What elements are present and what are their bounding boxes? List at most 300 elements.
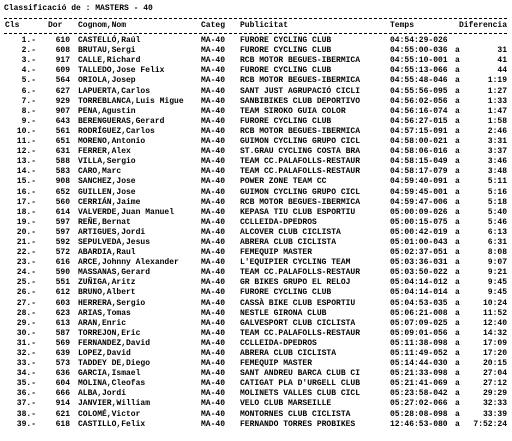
- difference-cell: 5:46: [487, 217, 507, 227]
- table-row: [4, 228, 512, 238]
- time-cell: 04:58:06-016: [390, 147, 448, 157]
- time-cell: 04:55:00-036: [390, 46, 448, 56]
- time-cell: 04:55:13-066: [390, 66, 448, 76]
- difference-cell: 1:47: [487, 106, 507, 116]
- gap-marker-cell: a: [455, 419, 460, 429]
- gap-marker-cell: a: [455, 217, 460, 227]
- gap-marker-cell: a: [455, 328, 460, 338]
- gap-marker-cell: a: [455, 248, 460, 258]
- rank-cell: 27.-: [16, 298, 36, 308]
- category-cell: MA-40: [201, 197, 226, 207]
- gap-marker-cell: a: [455, 76, 460, 86]
- rider-name-cell: ORIOLA,Josep: [78, 76, 136, 86]
- time-cell: 05:03:50-022: [390, 268, 448, 278]
- rider-name-cell: ARIAS,Tomas: [78, 308, 131, 318]
- rider-name-cell: BRUNO,Albert: [78, 288, 136, 298]
- rider-name-cell: GARCIA,Ismael: [78, 369, 141, 379]
- table-row: [4, 258, 512, 268]
- difference-cell: 29:29: [482, 389, 507, 399]
- gap-marker-cell: a: [455, 268, 460, 278]
- time-cell: 05:21:33-098: [390, 369, 448, 379]
- bib-cell: 609: [55, 66, 70, 76]
- column-header-row: [4, 21, 512, 31]
- team-cell: FURORE CYCLING CLUB: [240, 36, 332, 46]
- table-row: [4, 218, 512, 228]
- rank-cell: 7.-: [21, 96, 36, 106]
- time-cell: 04:59:47-006: [390, 197, 448, 207]
- time-cell: 04:55:56-095: [390, 86, 448, 96]
- rank-cell: 6.-: [21, 86, 36, 96]
- time-cell: 05:27:02-066: [390, 399, 448, 409]
- bib-cell: 569: [55, 338, 70, 348]
- rider-name-cell: ZUÑIGA,Aritz: [78, 278, 136, 288]
- category-cell: MA-40: [201, 419, 226, 429]
- rank-cell: 15.-: [16, 177, 36, 187]
- gap-marker-cell: a: [455, 298, 460, 308]
- time-cell: 05:11:49-052: [390, 349, 448, 358]
- rider-name-cell: ABARDIA,Raul: [78, 248, 136, 258]
- category-cell: MA-40: [201, 116, 226, 126]
- rider-name-cell: BRUTAU,Sergi: [78, 46, 136, 56]
- time-cell: 04:57:15-091: [390, 126, 448, 136]
- team-cell: FEMEQUIP MASTER: [240, 359, 313, 369]
- table-row: [4, 107, 512, 117]
- table-row: [4, 410, 512, 420]
- rider-name-cell: ARCE,Johnny Alexander: [78, 258, 179, 268]
- category-cell: MA-40: [201, 207, 226, 217]
- table-row: [4, 248, 512, 258]
- rank-cell: 30.-: [16, 328, 36, 338]
- rider-name-cell: TADDEY DE,Diego: [78, 359, 151, 369]
- category-cell: MA-40: [201, 217, 226, 227]
- table-row: [4, 278, 512, 288]
- rider-name-cell: LAPUERTA,Carlos: [78, 86, 151, 96]
- time-cell: 05:21:41-069: [390, 379, 448, 389]
- time-cell: 05:09:01-056: [390, 328, 448, 338]
- category-cell: MA-40: [201, 258, 226, 268]
- category-cell: MA-40: [201, 308, 226, 318]
- gap-marker-cell: a: [455, 167, 460, 177]
- rank-cell: 26.-: [16, 288, 36, 298]
- gap-marker-cell: a: [455, 308, 460, 318]
- team-cell: TEAM CC.PALAFOLLS-RESTAUR: [240, 167, 361, 177]
- category-cell: MA-40: [201, 359, 226, 369]
- difference-cell: 14:32: [482, 328, 507, 338]
- bib-cell: 651: [55, 137, 70, 147]
- team-cell: CCLLEIDA-DPEDROS: [240, 338, 317, 348]
- rank-cell: 36.-: [16, 389, 36, 399]
- rank-cell: 18.-: [16, 207, 36, 217]
- rider-name-cell: MORENO,Antonio: [78, 137, 146, 147]
- bib-cell: 583: [55, 167, 70, 177]
- bib-cell: 564: [55, 76, 70, 86]
- header-publicity: Publicitat: [240, 21, 289, 30]
- time-cell: 05:00:15-075: [390, 217, 448, 227]
- gap-marker-cell: a: [455, 409, 460, 419]
- table-row: [4, 299, 512, 309]
- table-row: [4, 319, 512, 329]
- bib-cell: 627: [55, 86, 70, 96]
- time-cell: 05:01:00-043: [390, 237, 448, 247]
- table-row: [4, 177, 512, 187]
- rank-cell: 3.-: [21, 56, 36, 66]
- rank-cell: 9.-: [21, 116, 36, 126]
- time-cell: 04:59:40-091: [390, 177, 448, 187]
- header-dor: Dor: [48, 21, 63, 30]
- rank-cell: 16.-: [16, 187, 36, 197]
- table-row: [4, 157, 512, 167]
- category-cell: MA-40: [201, 157, 226, 167]
- category-cell: MA-40: [201, 338, 226, 348]
- rider-name-cell: TORREJON,Eric: [78, 328, 141, 338]
- gap-marker-cell: a: [455, 86, 460, 96]
- table-row: [4, 137, 512, 147]
- header-name: Cognom,Nom: [78, 21, 127, 30]
- category-cell: MA-40: [201, 369, 226, 379]
- rank-cell: 12.-: [16, 147, 36, 157]
- difference-cell: 9:21: [487, 268, 507, 278]
- rider-name-cell: LOPEZ,David: [78, 349, 131, 358]
- table-row: [4, 127, 512, 137]
- rank-cell: 5.-: [21, 76, 36, 86]
- difference-cell: 9:07: [487, 258, 507, 268]
- difference-cell: 1:27: [487, 86, 507, 96]
- gap-marker-cell: a: [455, 379, 460, 389]
- table-row: [4, 309, 512, 319]
- category-cell: MA-40: [201, 298, 226, 308]
- table-row: [4, 349, 512, 359]
- table-row: [4, 97, 512, 107]
- difference-cell: 2:46: [487, 126, 507, 136]
- gap-marker-cell: a: [455, 137, 460, 147]
- table-row: [4, 420, 512, 430]
- team-cell: ALCOVER CLUB CICLISTA: [240, 227, 341, 237]
- table-row: [4, 329, 512, 339]
- category-cell: MA-40: [201, 76, 226, 86]
- team-cell: RCB MOTOR BEGUES-IBERMICA: [240, 56, 361, 66]
- gap-marker-cell: a: [455, 147, 460, 157]
- difference-cell: 10:24: [482, 298, 507, 308]
- category-cell: MA-40: [201, 147, 226, 157]
- team-cell: L'EQUIPIER CYCLING TEAM: [240, 258, 351, 268]
- table-row: [4, 369, 512, 379]
- rider-name-cell: JANVIER,William: [78, 399, 151, 409]
- gap-marker-cell: a: [455, 278, 460, 288]
- team-cell: KEPASA TIU CLUB ESPORTIU: [240, 207, 356, 217]
- bib-cell: 621: [55, 409, 70, 419]
- category-cell: MA-40: [201, 288, 226, 298]
- bib-cell: 623: [55, 308, 70, 318]
- bib-cell: 639: [55, 349, 70, 358]
- difference-cell: 5:11: [487, 177, 507, 187]
- team-cell: POWER ZONE TEAM CC: [240, 177, 327, 187]
- team-cell: FURORE CYCLING CLUB: [240, 116, 332, 126]
- header-time: Temps: [390, 21, 415, 30]
- table-row: [4, 208, 512, 218]
- team-cell: GUIMON CYCLING GRUPO CICL: [240, 187, 361, 197]
- team-cell: TEAM CC.PALAFOLLS-RESTAUR: [240, 328, 361, 338]
- bib-cell: 917: [55, 56, 70, 66]
- rank-cell: 34.-: [16, 369, 36, 379]
- bib-cell: 929: [55, 96, 70, 106]
- bib-cell: 652: [55, 187, 70, 197]
- gap-marker-cell: a: [455, 126, 460, 136]
- category-cell: MA-40: [201, 106, 226, 116]
- category-cell: MA-40: [201, 137, 226, 147]
- bib-cell: 914: [55, 399, 70, 409]
- category-cell: MA-40: [201, 96, 226, 106]
- difference-cell: 5:40: [487, 207, 507, 217]
- table-row: [4, 147, 512, 157]
- team-cell: FURORE CYCLING CLUB: [240, 46, 332, 56]
- team-cell: MOLINETS VALLES CLUB CICL: [240, 389, 361, 399]
- difference-cell: 27:04: [482, 369, 507, 379]
- category-cell: MA-40: [201, 237, 226, 247]
- gap-marker-cell: a: [455, 389, 460, 399]
- rank-cell: 38.-: [16, 409, 36, 419]
- rider-name-cell: CALLE,Richard: [78, 56, 141, 66]
- top-separator: [4, 18, 507, 19]
- bib-cell: 643: [55, 116, 70, 126]
- rider-name-cell: COLOMÉ,Victor: [78, 409, 141, 419]
- time-cell: 04:58:17-079: [390, 167, 448, 177]
- team-cell: CASSÀ BIKE CLUB ESPORTIU: [240, 298, 356, 308]
- rank-cell: 11.-: [16, 137, 36, 147]
- category-cell: MA-40: [201, 268, 226, 278]
- team-cell: GUIMON CYCLING GRUPO CICL: [240, 137, 361, 147]
- difference-cell: 6:13: [487, 227, 507, 237]
- gap-marker-cell: a: [455, 116, 460, 126]
- team-cell: FURORE CYCLING CLUB: [240, 288, 332, 298]
- bib-cell: 608: [55, 46, 70, 56]
- rank-cell: 2.-: [21, 46, 36, 56]
- time-cell: 04:55:10-001: [390, 56, 448, 66]
- difference-cell: 12:40: [482, 318, 507, 328]
- bib-cell: 551: [55, 278, 70, 288]
- time-cell: 04:55:48-046: [390, 76, 448, 86]
- bib-cell: 597: [55, 217, 70, 227]
- difference-cell: 7:52:24: [473, 419, 507, 429]
- rank-cell: 24.-: [16, 268, 36, 278]
- time-cell: 12:46:53-080: [390, 419, 448, 429]
- team-cell: FURORE CYCLING CLUB: [240, 66, 332, 76]
- difference-cell: 11:52: [482, 308, 507, 318]
- team-cell: RCB MOTOR BEGUES-IBERMICA: [240, 76, 361, 86]
- bib-cell: 572: [55, 248, 70, 258]
- bib-cell: 588: [55, 157, 70, 167]
- classification-title: Classificació de : MASTERS - 40: [4, 4, 153, 13]
- gap-marker-cell: a: [455, 227, 460, 237]
- rank-cell: 35.-: [16, 379, 36, 389]
- table-row: [4, 379, 512, 389]
- team-cell: ABRERA CLUB CICLISTA: [240, 237, 337, 247]
- difference-cell: 5:18: [487, 197, 507, 207]
- rider-name-cell: HERRERA,Sergio: [78, 298, 146, 308]
- rider-name-cell: TALLEDO,Jose Felix: [78, 66, 165, 76]
- rank-cell: 31.-: [16, 338, 36, 348]
- rank-cell: 10.-: [16, 126, 36, 136]
- team-cell: CATIGAT PLA D'URGELL CLUB: [240, 379, 361, 389]
- time-cell: 05:14:44-030: [390, 359, 448, 369]
- category-cell: MA-40: [201, 66, 226, 76]
- rider-name-cell: VILLA,Sergio: [78, 157, 136, 167]
- bib-cell: 614: [55, 207, 70, 217]
- difference-cell: 17:20: [482, 349, 507, 358]
- gap-marker-cell: a: [455, 369, 460, 379]
- team-cell: SANT ANDREU BARCA CLUB CI: [240, 369, 361, 379]
- table-row: [4, 389, 512, 399]
- difference-cell: 3:31: [487, 137, 507, 147]
- rider-name-cell: CERRIÁN,Jaime: [78, 197, 141, 207]
- gap-marker-cell: a: [455, 288, 460, 298]
- bib-cell: 561: [55, 126, 70, 136]
- team-cell: CCLLEIDA-DPEDROS: [240, 217, 317, 227]
- difference-cell: 33:39: [482, 409, 507, 419]
- difference-cell: 20:15: [482, 359, 507, 369]
- time-cell: 05:07:09-025: [390, 318, 448, 328]
- difference-cell: 41: [497, 56, 507, 66]
- gap-marker-cell: a: [455, 237, 460, 247]
- gap-marker-cell: a: [455, 56, 460, 66]
- rider-name-cell: MASSANAS,Gerard: [78, 268, 151, 278]
- category-cell: MA-40: [201, 389, 226, 399]
- team-cell: ST.GRAU CYCLING COSTA BRA: [240, 147, 361, 157]
- bib-cell: 631: [55, 147, 70, 157]
- rank-cell: 39.-: [16, 419, 36, 429]
- table-row: [4, 56, 512, 66]
- time-cell: 05:00:09-026: [390, 207, 448, 217]
- gap-marker-cell: a: [455, 258, 460, 268]
- category-cell: MA-40: [201, 86, 226, 96]
- rider-name-cell: FERRER,Alex: [78, 147, 131, 157]
- rank-cell: 29.-: [16, 318, 36, 328]
- time-cell: 05:28:08-098: [390, 409, 448, 419]
- gap-marker-cell: a: [455, 157, 460, 167]
- bib-cell: 616: [55, 258, 70, 268]
- rank-cell: 23.-: [16, 258, 36, 268]
- category-cell: MA-40: [201, 409, 226, 419]
- rider-name-cell: RODRÍGUEZ,Carlos: [78, 126, 155, 136]
- team-cell: GALVESPORT CLUB CICLISTA: [240, 318, 356, 328]
- time-cell: 05:00:42-019: [390, 227, 448, 237]
- rider-name-cell: REÑE,Bernat: [78, 217, 131, 227]
- table-row: [4, 87, 512, 97]
- team-cell: TEAM CC.PALAFOLLS-RESTAUR: [240, 157, 361, 167]
- table-row: [4, 46, 512, 56]
- category-cell: MA-40: [201, 248, 226, 258]
- table-row: [4, 238, 512, 248]
- table-row: [4, 76, 512, 86]
- difference-cell: 5:16: [487, 187, 507, 197]
- difference-cell: 8:08: [487, 248, 507, 258]
- team-cell: ABRERA CLUB CICLISTA: [240, 349, 337, 358]
- rank-cell: 13.-: [16, 157, 36, 167]
- rider-name-cell: MOLINA,Cleofas: [78, 379, 146, 389]
- rider-name-cell: GUILLEN,Jose: [78, 187, 136, 197]
- team-cell: TEAM SIROKO GUIA COLOR: [240, 106, 346, 116]
- bib-cell: 587: [55, 328, 70, 338]
- category-cell: MA-40: [201, 227, 226, 237]
- bib-cell: 636: [55, 369, 70, 379]
- bib-cell: 612: [55, 288, 70, 298]
- difference-cell: 31: [497, 46, 507, 56]
- team-cell: NESTLE GIRONA CLUB: [240, 308, 327, 318]
- gap-marker-cell: a: [455, 187, 460, 197]
- difference-cell: 44: [497, 66, 507, 76]
- header-cls: Cls: [5, 21, 20, 30]
- gap-marker-cell: a: [455, 177, 460, 187]
- rank-cell: 14.-: [16, 167, 36, 177]
- header-separator: [4, 33, 507, 34]
- time-cell: 04:56:16-074: [390, 106, 448, 116]
- table-row: [4, 339, 512, 349]
- category-cell: MA-40: [201, 56, 226, 66]
- difference-cell: 6:31: [487, 237, 507, 247]
- header-difference: Diferencia: [459, 21, 508, 30]
- bib-cell: 603: [55, 298, 70, 308]
- time-cell: 05:04:14-012: [390, 278, 448, 288]
- rider-name-cell: ALBA,Jordi: [78, 389, 127, 399]
- bib-cell: 590: [55, 268, 70, 278]
- gap-marker-cell: a: [455, 349, 460, 358]
- bib-cell: 610: [55, 36, 70, 46]
- rank-cell: 1.-: [21, 36, 36, 46]
- difference-cell: 27:12: [482, 379, 507, 389]
- rank-cell: 22.-: [16, 248, 36, 258]
- team-cell: GR BIKES GRUPO EL RELOJ: [240, 278, 351, 288]
- category-cell: MA-40: [201, 278, 226, 288]
- rank-cell: 8.-: [21, 106, 36, 116]
- bib-cell: 613: [55, 318, 70, 328]
- team-cell: RCB MOTOR BEGUES-IBERMICA: [240, 126, 361, 136]
- team-cell: MONTORNES CLUB CICLISTA: [240, 409, 351, 419]
- gap-marker-cell: a: [455, 106, 460, 116]
- gap-marker-cell: a: [455, 197, 460, 207]
- rider-name-cell: CARO,Marc: [78, 167, 122, 177]
- table-row: [4, 66, 512, 76]
- category-cell: MA-40: [201, 187, 226, 197]
- gap-marker-cell: a: [455, 359, 460, 369]
- rider-name-cell: VALVERDE,Juan Manuel: [78, 207, 175, 217]
- time-cell: 04:56:02-056: [390, 96, 448, 106]
- header-category: Categ: [201, 21, 226, 30]
- rider-name-cell: FERNANDEZ,David: [78, 338, 151, 348]
- rider-name-cell: SEPULVEDA,Jesus: [78, 237, 151, 247]
- table-row: [4, 359, 512, 369]
- team-cell: FERNANDO TORRES PROBIKES: [240, 419, 356, 429]
- rider-name-cell: ARAN,Enric: [78, 318, 127, 328]
- gap-marker-cell: a: [455, 399, 460, 409]
- team-cell: SANBIBIKES CLUB DEPORTIVO: [240, 96, 361, 106]
- gap-marker-cell: a: [455, 96, 460, 106]
- category-cell: MA-40: [201, 177, 226, 187]
- category-cell: MA-40: [201, 126, 226, 136]
- category-cell: MA-40: [201, 349, 226, 358]
- category-cell: MA-40: [201, 379, 226, 389]
- rank-cell: 21.-: [16, 237, 36, 247]
- team-cell: TEAM CC.PALAFOLLS-RESTAUR: [240, 268, 361, 278]
- difference-cell: 17:09: [482, 338, 507, 348]
- results-table: [4, 36, 512, 430]
- category-cell: MA-40: [201, 318, 226, 328]
- bib-cell: 666: [55, 389, 70, 399]
- time-cell: 04:59:45-001: [390, 187, 448, 197]
- category-cell: MA-40: [201, 328, 226, 338]
- gap-marker-cell: a: [455, 207, 460, 217]
- difference-cell: 32:33: [482, 399, 507, 409]
- rider-name-cell: BERENGUERAS,Gerard: [78, 116, 165, 126]
- gap-marker-cell: a: [455, 338, 460, 348]
